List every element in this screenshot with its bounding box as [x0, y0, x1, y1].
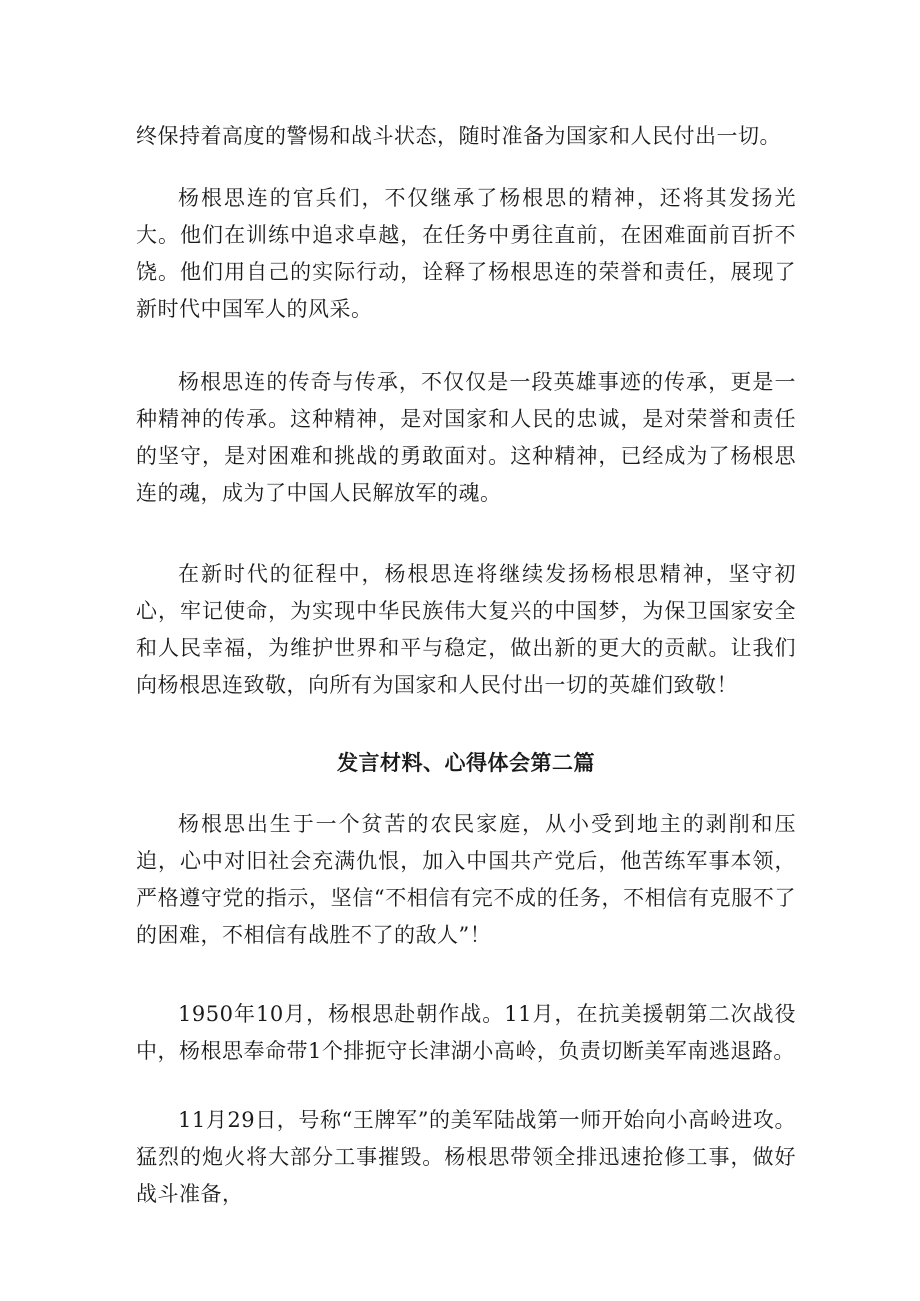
paragraph-battle: 11月29日，号称“王牌军”的美军陆战第一师开始向小高岭进攻。猛烈的炮火将大部分工事摧毁。杨根思带领全排迅速抢修工事，做好战斗准备，	[136, 1108, 796, 1206]
paragraph-korea-deployment: 1950年10月，杨根思赴朝作战。11月，在抗美援朝第二次战役中，杨根思奉命带1个排扼守长津湖小高岭，负责切断美军南逃退路。	[136, 1002, 796, 1063]
section-heading: 发言材料、心得体会第二篇	[337, 750, 595, 775]
paragraph-background: 杨根思出生于一个贫苦的农民家庭，从小受到地主的剥削和压迫，心中对旧社会充满仇恨，加入中国共产党后，他苦练军事本领，严格遵守党的指示，坚信“不相信有完不成的任务，不相信有克服不了的困难，不相信有战胜不了的敌人”！	[136, 812, 796, 947]
paragraph-continuation: 终保持着高度的警惕和战斗状态，随时准备为国家和人民付出一切。	[136, 124, 781, 148]
paragraph-new-era: 在新时代的征程中，杨根思连将继续发扬杨根思精神，坚守初心，牢记使命，为实现中华民族伟大复兴的中国梦，为保卫国家安全和人民幸福，为维护世界和平与稳定，做出新的更大的贡献。让我们向杨根思连致敬，向所有为国家和人民付出一切的英雄们致敬！	[136, 562, 796, 697]
paragraph-spirit-legacy: 杨根思连的传奇与传承，不仅仅是一段英雄事迹的传承，更是一种精神的传承。这种精神，是对国家和人民的忠诚，是对荣誉和责任的坚守，是对困难和挑战的勇敢面对。这种精神，已经成为了杨根思连的魂，成为了中国人民解放军的魂。	[136, 370, 796, 505]
paragraph-company-inheritance: 杨根思连的官兵们，不仅继承了杨根思的精神，还将其发扬光大。他们在训练中追求卓越，在任务中勇往直前，在困难面前百折不饶。他们用自己的实际行动，诠释了杨根思连的荣誉和责任，展现了新时代中国军人的风采。	[136, 186, 796, 321]
